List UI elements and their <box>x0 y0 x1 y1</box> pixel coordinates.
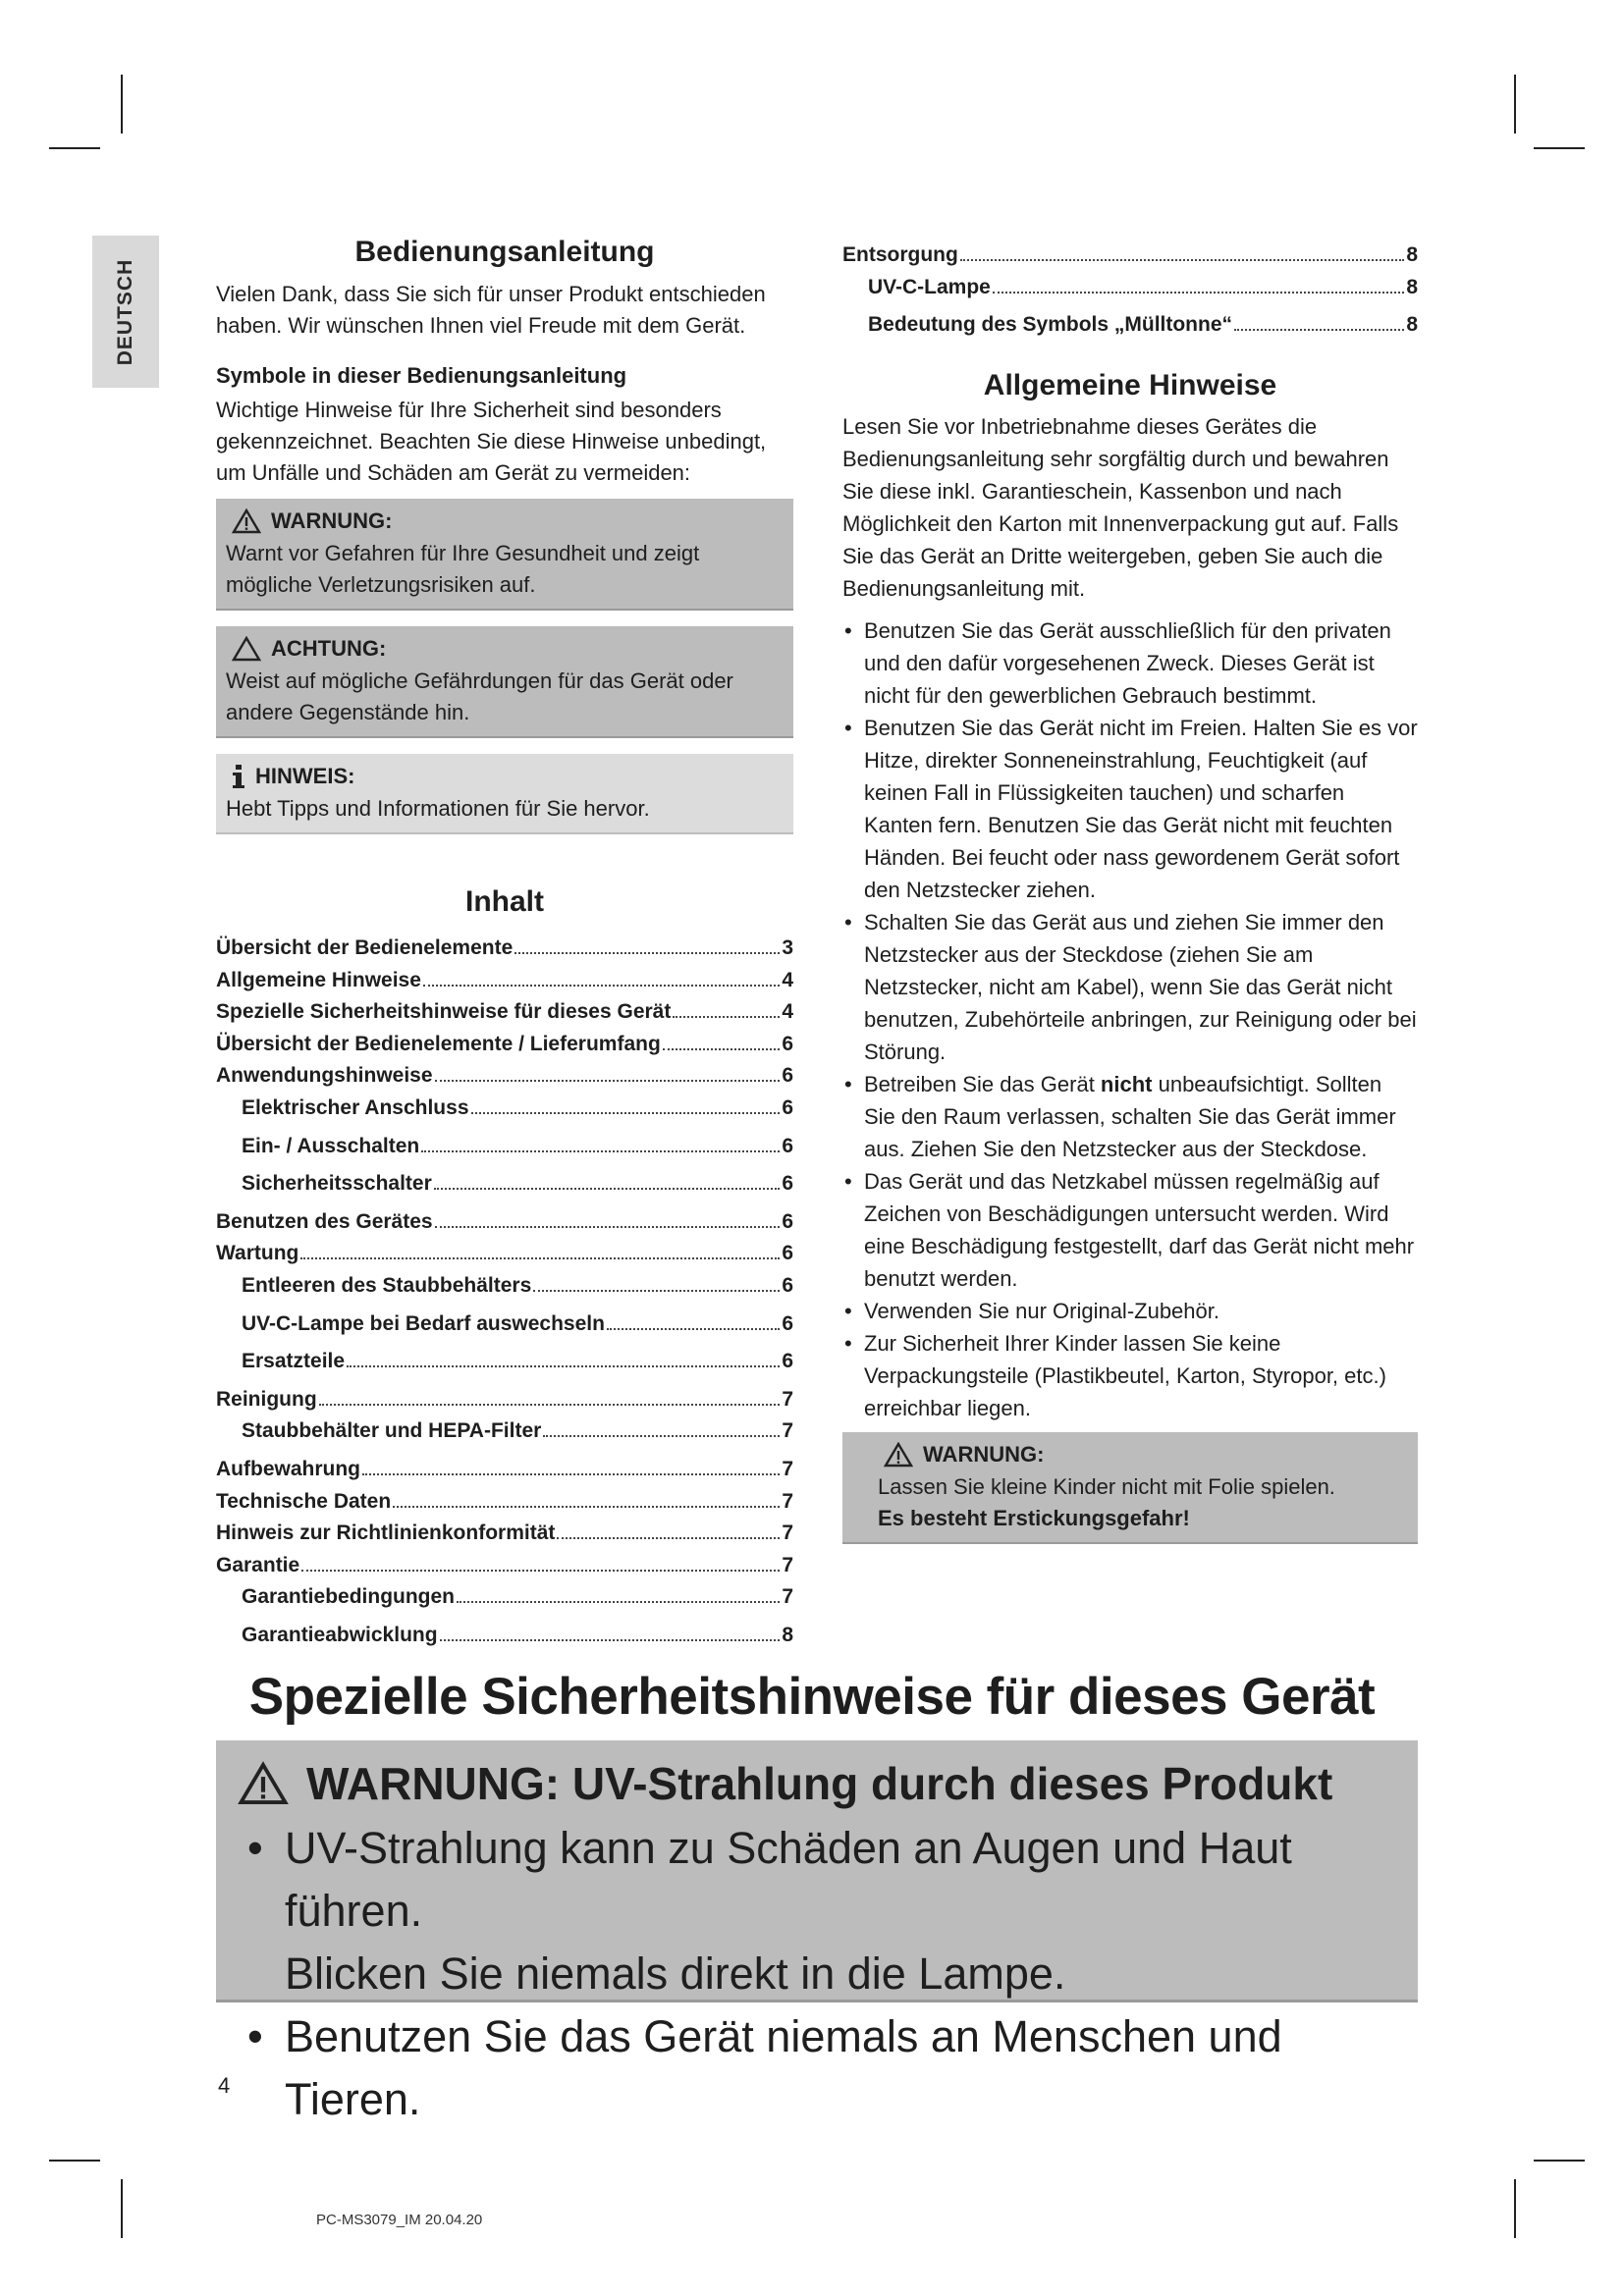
toc-entry-page: 6 <box>782 1311 793 1335</box>
list-item-emphasis: nicht <box>1100 1071 1153 1096</box>
list-item <box>842 1068 1418 1165</box>
toc-entry-page: 6 <box>782 1172 793 1196</box>
toc-entry <box>216 965 793 997</box>
toc-entry <box>216 1308 793 1341</box>
toc-entry-label: Allgemeine Hinweise <box>216 968 421 991</box>
crop-mark <box>49 147 100 149</box>
toc-entry <box>216 1238 793 1270</box>
toc-entry-page: 6 <box>782 1209 793 1233</box>
note-box <box>216 754 793 834</box>
toc-entry <box>216 1454 793 1486</box>
toc-entry-label: UV-C-Lampe bei Bedarf auswechseln <box>242 1311 605 1335</box>
toc-entry-label: Wartung <box>216 1242 299 1265</box>
toc-entry-page: 7 <box>782 1419 793 1443</box>
toc-leader-dots <box>301 1570 780 1572</box>
table-of-contents <box>216 933 793 1651</box>
toc-leader-dots <box>457 1601 780 1603</box>
list-item-text: Betreiben Sie das Gerät <box>864 1071 1101 1096</box>
toc-entry-label: Anwendungshinweise <box>216 1064 433 1088</box>
toc-entry-page: 7 <box>782 1585 793 1609</box>
toc-entry <box>216 1620 793 1652</box>
toc-title: Inhalt <box>465 885 544 918</box>
child-warning-box <box>842 1432 1418 1544</box>
toc-entry-label: Übersicht der Bedienelemente <box>216 936 514 959</box>
toc-entry-label: Spezielle Sicherheitshinweise für dieses Gerät <box>216 1000 672 1024</box>
toc-entry <box>216 1270 793 1303</box>
info-icon <box>232 764 245 789</box>
toc-leader-dots <box>514 952 780 954</box>
warning-box <box>216 499 793 611</box>
caution-triangle-icon <box>232 636 261 662</box>
toc-entry <box>216 1486 793 1519</box>
toc-entry-page: 7 <box>782 1387 793 1411</box>
toc-entry-label: Aufbewahrung <box>216 1457 360 1480</box>
toc-entry-page: 7 <box>782 1522 793 1545</box>
list-item: • Benutzen Sie das Gerät ausschließlich für den privaten und den dafür vorgesehenen Zweck. Dieses Gerät ist nicht für den gewerblichen Gebrauch bestimmt. <box>842 614 1418 712</box>
toc-leader-dots <box>300 1257 780 1259</box>
toc-entry-page: 4 <box>782 968 793 991</box>
left-column <box>216 236 793 1657</box>
warning-triangle-icon <box>884 1442 913 1468</box>
crop-mark <box>121 75 123 133</box>
warning-triangle-icon <box>238 1761 289 1806</box>
intro-text: Vielen Dank, dass Sie sich für unser Produkt entschieden haben. Wir wünschen Ihnen viel Freude mit dem Gerät. <box>216 282 766 338</box>
toc-entry-page: 6 <box>782 1032 793 1055</box>
toc-entry-page: 4 <box>782 1000 793 1024</box>
toc-entry-label: Entsorgung <box>842 243 958 266</box>
caution-text: Weist auf mögliche Gefährdungen für das Gerät oder andere Gegenstände hin. <box>226 668 733 724</box>
toc-entry <box>216 996 793 1029</box>
uv-warning-title: WARNUNG: UV-Strahlung durch dieses Produkt <box>306 1758 1333 1809</box>
toc-leader-dots <box>362 1473 780 1475</box>
toc-leader-dots <box>557 1537 780 1539</box>
toc-entry-page: 8 <box>1406 275 1418 298</box>
general-notes-intro: Lesen Sie vor Inbetriebnahme dieses Gerätes die Bedienungsanleitung sehr sorgfältig durch und bewahren Sie diese inkl. Garantieschein, Kassenbon und nach Möglichkeit den Karton mit Innenverpackung gut auf. Falls Sie das Gerät an Dritte weitergeben, geben Sie auch die Bedienungsanleitung mit. <box>842 413 1399 601</box>
toc-leader-dots <box>533 1290 780 1292</box>
toc-entry-label: Sicherheitsschalter <box>242 1172 432 1196</box>
crop-mark <box>121 2179 123 2238</box>
toc-entry-label: Ersatzteile <box>242 1350 346 1373</box>
toc-entry-page: 7 <box>782 1553 793 1576</box>
language-tab <box>92 236 159 388</box>
toc-leader-dots <box>423 985 780 987</box>
page-number: 4 <box>218 2073 231 2098</box>
toc-entry-page: 8 <box>782 1623 793 1646</box>
crop-mark <box>1514 75 1516 133</box>
toc-entry <box>216 1093 793 1125</box>
toc-leader-dots <box>607 1328 780 1330</box>
toc-entry-label: Elektrischer Anschluss <box>242 1095 469 1119</box>
toc-entry-label: Übersicht der Bedienelemente / Lieferumfang <box>216 1032 661 1055</box>
list-item-line: • UV-Strahlung kann zu Schäden an Augen und Haut führen. <box>285 1823 1292 1936</box>
language-label: DEUTSCH <box>114 258 136 365</box>
toc-entry-label: Hinweis zur Richtlinienkonformität <box>216 1522 556 1545</box>
toc-entry-page: 3 <box>782 936 793 959</box>
toc-entry <box>842 272 1418 304</box>
toc-entry <box>216 933 793 965</box>
toc-entry <box>216 1206 793 1239</box>
toc-entry-label: UV-C-Lampe <box>868 275 991 298</box>
toc-entry <box>216 1550 793 1582</box>
toc-leader-dots <box>543 1435 780 1437</box>
toc-entry-page: 6 <box>782 1064 793 1088</box>
toc-entry-page: 8 <box>1406 313 1418 337</box>
note-text: Hebt Tipps und Informationen für Sie hervor. <box>226 796 650 821</box>
toc-entry <box>842 240 1418 272</box>
toc-leader-dots <box>347 1365 780 1367</box>
toc-leader-dots <box>471 1112 781 1114</box>
toc-entry <box>216 1346 793 1378</box>
list-item: • Das Gerät und das Netzkabel müssen regelmäßig auf Zeichen von Beschädigungen untersucht werden. Wird eine Beschädigung festgestellt, darf das Gerät nicht mehr benutzt werden. <box>842 1165 1418 1295</box>
safety-title: Spezielle Sicherheitshinweise für dieses Gerät <box>248 1668 1376 1726</box>
toc-entry <box>216 1518 793 1550</box>
toc-entry-label: Garantiebedingungen <box>242 1585 456 1609</box>
note-title: HINWEIS: <box>255 764 355 788</box>
toc-entry-label: Benutzen des Gerätes <box>216 1209 433 1233</box>
uv-warning-list <box>232 1817 1398 2131</box>
toc-leader-dots <box>440 1639 781 1641</box>
table-of-contents-continued <box>842 240 1418 342</box>
general-notes-list <box>842 614 1418 1424</box>
crop-mark <box>1534 2160 1585 2162</box>
toc-leader-dots <box>663 1048 781 1050</box>
toc-leader-dots <box>1234 329 1404 331</box>
list-item: • Schalten Sie das Gerät aus und ziehen Sie immer den Netzstecker aus der Steckdose (ziehen Sie am Netzstecker, nicht am Kabel), wenn Sie das Gerät nicht benutzen, Zubehörteile anbringen, zur Reinigung oder bei Störung. <box>842 906 1418 1068</box>
list-item: • Verwenden Sie nur Original-Zubehör. <box>842 1295 1418 1327</box>
toc-entry-label: Garantie <box>216 1553 300 1576</box>
warning-text: Warnt vor Gefahren für Ihre Gesundheit und zeigt mögliche Verletzungsrisiken auf. <box>226 541 700 597</box>
footer-code: PC-MS3079_IM 20.04.20 <box>316 2212 483 2228</box>
toc-entry-label: Garantieabwicklung <box>242 1623 438 1646</box>
warning-triangle-icon <box>232 508 261 534</box>
toc-leader-dots <box>993 292 1404 294</box>
toc-entry-page: 6 <box>782 1242 793 1265</box>
toc-leader-dots <box>960 259 1404 261</box>
toc-entry-page: 6 <box>782 1350 793 1373</box>
toc-entry <box>216 1415 793 1448</box>
list-item <box>232 1817 1398 2005</box>
toc-entry <box>216 1581 793 1614</box>
toc-entry <box>216 1029 793 1061</box>
child-warning-title: WARNUNG: <box>923 1441 1045 1467</box>
child-warning-line1: Lassen Sie kleine Kinder nicht mit Folie spielen. <box>878 1473 1335 1499</box>
general-notes-title: Allgemeine Hinweise <box>983 368 1277 401</box>
toc-entry-page: 6 <box>782 1273 793 1297</box>
toc-entry <box>842 309 1418 342</box>
manual-title: Bedienungsanleitung <box>354 236 655 268</box>
toc-entry-page: 8 <box>1406 243 1418 266</box>
toc-entry <box>216 1168 793 1201</box>
toc-entry <box>216 1384 793 1416</box>
list-item: • Benutzen Sie das Gerät nicht im Freien. Halten Sie es vor Hitze, direkter Sonneneinstrahlung, Feuchtigkeit (auf keinen Fall in Flüssigkeiten tauchen) und scharfen Kanten fern. Benutzen Sie das Gerät nicht mit feuchten Händen. Bei feucht oder nass gewordenem Gerät sofort den Netzstecker ziehen. <box>842 712 1418 906</box>
caution-box <box>216 626 793 738</box>
toc-entry-label: Bedeutung des Symbols „Mülltonne“ <box>868 313 1233 337</box>
toc-leader-dots <box>435 1080 781 1082</box>
toc-leader-dots <box>435 1226 781 1228</box>
list-item: • Zur Sicherheit Ihrer Kinder lassen Sie keine Verpackungsteile (Plastikbeutel, Karton, Styropor, etc.) erreichbar liegen. <box>842 1327 1418 1424</box>
toc-leader-dots <box>421 1150 780 1152</box>
symbols-heading: Symbole in dieser Bedienungsanleitung <box>216 363 627 388</box>
toc-entry-page: 7 <box>782 1457 793 1480</box>
warning-title: WARNUNG: <box>271 508 393 533</box>
toc-leader-dots <box>393 1506 780 1508</box>
toc-entry-label: Technische Daten <box>216 1489 392 1513</box>
toc-entry-label: Ein- / Ausschalten <box>242 1134 420 1157</box>
list-item: • Benutzen Sie das Gerät niemals an Menschen und Tieren. <box>232 2005 1398 2131</box>
toc-entry <box>216 1060 793 1093</box>
toc-entry-label: Staubbehälter und HEPA-Filter <box>242 1419 542 1443</box>
toc-entry-label: Entleeren des Staubbehälters <box>242 1273 532 1297</box>
list-item-text: unbeaufsichtigt. Sollten Sie den Raum verlassen, schalten Sie das Gerät immer aus. Ziehen Sie den Netzstecker aus der Steckdose. <box>864 1071 1396 1161</box>
child-warning-line2: Es besteht Erstickungsgefahr! <box>878 1505 1190 1530</box>
toc-entry-page: 6 <box>782 1134 793 1157</box>
toc-entry-page: 6 <box>782 1095 793 1119</box>
right-column <box>842 240 1418 1560</box>
toc-leader-dots <box>434 1188 781 1190</box>
toc-entry <box>216 1131 793 1163</box>
crop-mark <box>1534 147 1585 149</box>
toc-leader-dots <box>673 1016 780 1018</box>
caution-title: ACHTUNG: <box>271 636 387 661</box>
crop-mark <box>1514 2179 1516 2238</box>
toc-entry-label: Reinigung <box>216 1387 317 1411</box>
symbols-text: Wichtige Hinweise für Ihre Sicherheit sind besonders gekennzeichnet. Beachten Sie diese Hinweise unbedingt, um Unfälle und Schäden am Gerät zu vermeiden: <box>216 398 767 485</box>
uv-warning-box <box>216 1740 1418 2124</box>
crop-mark <box>49 2160 100 2162</box>
list-item-line: Blicken Sie niemals direkt in die Lampe. <box>285 1949 1066 1999</box>
toc-entry-page: 7 <box>782 1489 793 1513</box>
toc-leader-dots <box>319 1404 781 1406</box>
